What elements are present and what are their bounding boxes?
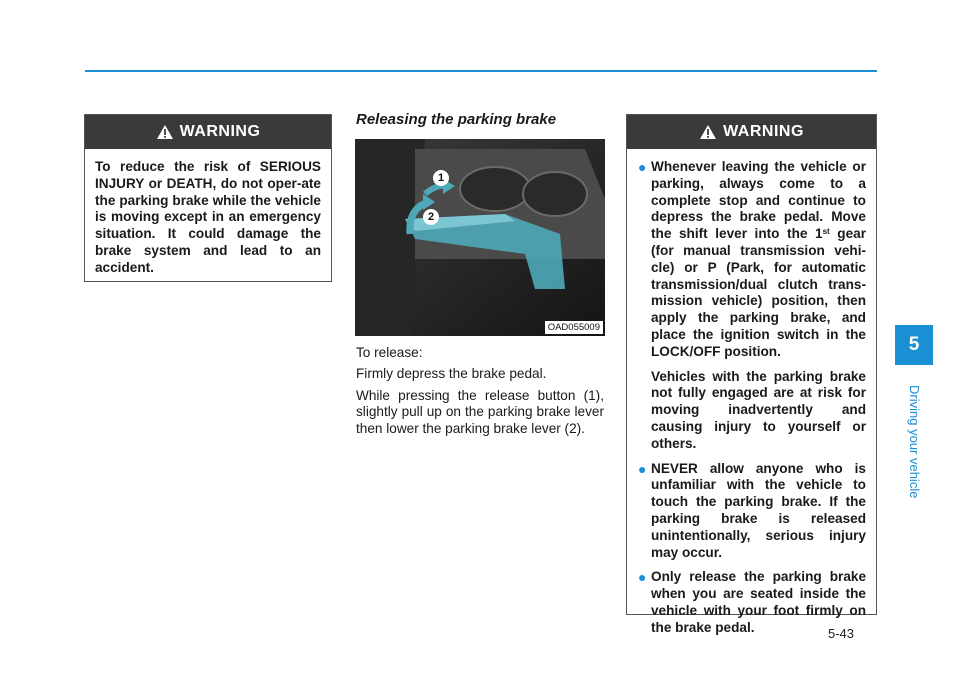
chapter-label: Driving your vehicle bbox=[907, 385, 922, 499]
warning-heading: WARNING bbox=[179, 123, 261, 140]
callout-1: 1 bbox=[433, 170, 449, 186]
chapter-number: 5 bbox=[895, 325, 933, 365]
paragraph: While pressing the release button (1), slightly pull up on the parking brake lever then lower the parking brake lever (2). bbox=[356, 387, 604, 436]
parking-brake-photo bbox=[355, 139, 605, 336]
bullet-icon: ● bbox=[638, 460, 647, 477]
top-rule bbox=[85, 70, 877, 72]
paragraph: Firmly depress the brake pedal. bbox=[356, 366, 547, 382]
bullet-paragraph: Only release the parking brake when you are seated inside the vehicle with your foot firmly on the brake pedal. bbox=[651, 569, 866, 635]
paragraph: To release: bbox=[356, 345, 423, 360]
page-number: 5-43 bbox=[828, 626, 855, 641]
warning-header bbox=[627, 115, 876, 149]
chapter-tab bbox=[895, 325, 933, 686]
list-item bbox=[637, 461, 866, 562]
section-title: Releasing the parking brake bbox=[356, 111, 557, 128]
list-item bbox=[637, 159, 866, 453]
bullet-paragraph: Vehicles with the parking brake not fully engaged are at risk for moving inadvertently and causing injury to yourself or others. bbox=[651, 368, 866, 451]
bullet-paragraph: Whenever leaving the vehicle or parking, always come to a complete stop and continue to depress the brake pedal. Move the shift lever into the 1st gear (for manual transmission vehi-cle) or P (Park, for automatic transmission/dual clutch trans-mission vehicle) position, then apply the parking brake, and place the ignition switch in the LOCK/OFF position. bbox=[651, 159, 866, 359]
bullet-paragraph: NEVER allow anyone who is unfamiliar with the vehicle to touch the parking brake. If the parking brake is released unintentionally, serious injury may occur. bbox=[651, 460, 866, 560]
body-text bbox=[356, 345, 604, 442]
warning-triangle-icon bbox=[699, 124, 717, 140]
warning-heading: WARNING bbox=[723, 123, 804, 140]
image-code: OAD055009 bbox=[545, 321, 603, 334]
callout-2: 2 bbox=[423, 209, 439, 225]
warning-list bbox=[637, 159, 866, 637]
warning-header bbox=[85, 115, 331, 149]
warning-box-left bbox=[84, 114, 332, 282]
warning-text: To reduce the risk of SERIOUS INJURY or DEATH, do not oper-ate the parking brake while the vehicle is moving except in an emergency situation. It could damage the brake system and lead to an accident. bbox=[95, 159, 321, 275]
bullet-icon: ● bbox=[638, 159, 647, 175]
bullet-icon: ● bbox=[638, 569, 647, 586]
warning-triangle-icon bbox=[156, 124, 174, 140]
warning-text bbox=[627, 149, 876, 655]
chapter-label-area bbox=[895, 365, 933, 686]
